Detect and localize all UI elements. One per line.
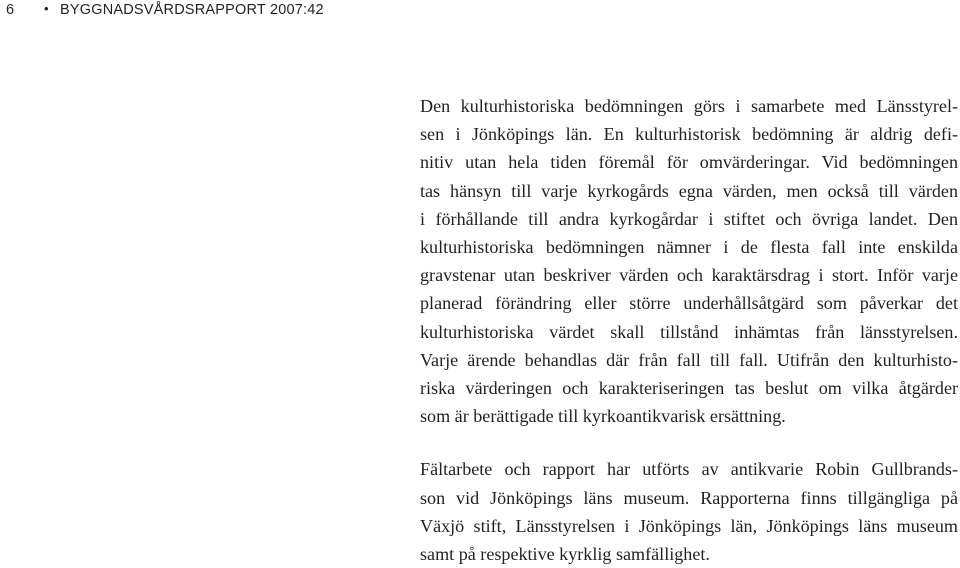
paragraph-spacer xyxy=(420,430,958,455)
paragraph-assessment xyxy=(420,92,958,430)
text-line: Växjö stift, Länsstyrelsen i Jönköpings län, Jönköpings läns museum xyxy=(420,515,958,536)
bullet-separator: • xyxy=(44,1,49,16)
text-line: sen i Jönköpings län. En kulturhistorisk bedömning är aldrig defi- xyxy=(420,124,958,145)
body-text xyxy=(420,92,958,568)
text-line: i förhållande till andra kyrkogårdar i stiftet och övriga landet. Den xyxy=(420,208,958,229)
text-line: samt på respektive kyrklig samfällighet. xyxy=(420,544,710,565)
page-number: 6 xyxy=(6,2,15,18)
text-line: tas hänsyn till varje kyrkogårds egna värden, men också till värden xyxy=(420,180,958,201)
report-title: BYGGNADSVÅRDSRAPPORT 2007:42 xyxy=(60,2,324,18)
text-line: Varje ärende behandlas där från fall till fall. Utifrån den kulturhisto- xyxy=(420,349,958,370)
text-line: Den kulturhistoriska bedömningen görs i samarbete med Länsstyrel- xyxy=(420,96,958,116)
text-line: gravstenar utan beskriver värden och karaktärsdrag i stort. Inför varje xyxy=(420,265,958,286)
text-line: planerad förändring eller större underhållsåtgärd som påverkar det xyxy=(420,293,958,314)
text-line: son vid Jönköpings läns museum. Rapporterna finns tillgängliga på xyxy=(420,487,958,508)
text-line: kulturhistoriska värdet skall tillstånd inhämtas från länsstyrelsen. xyxy=(420,321,958,342)
text-line: kulturhistoriska bedömningen nämner i de flesta fall inte enskilda xyxy=(420,237,958,258)
text-line: som är berättigade till kyrkoantikvarisk ersättning. xyxy=(420,406,786,427)
paragraph-fieldwork xyxy=(420,455,958,568)
text-line: riska värderingen och karakteriseringen tas beslut om vilka åtgärder xyxy=(420,378,958,399)
text-line: nitiv utan hela tiden föremål för omvärderingar. Vid bedömningen xyxy=(420,152,958,173)
text-line: Fältarbete och rapport har utförts av antikvarie Robin Gullbrands- xyxy=(420,459,958,480)
